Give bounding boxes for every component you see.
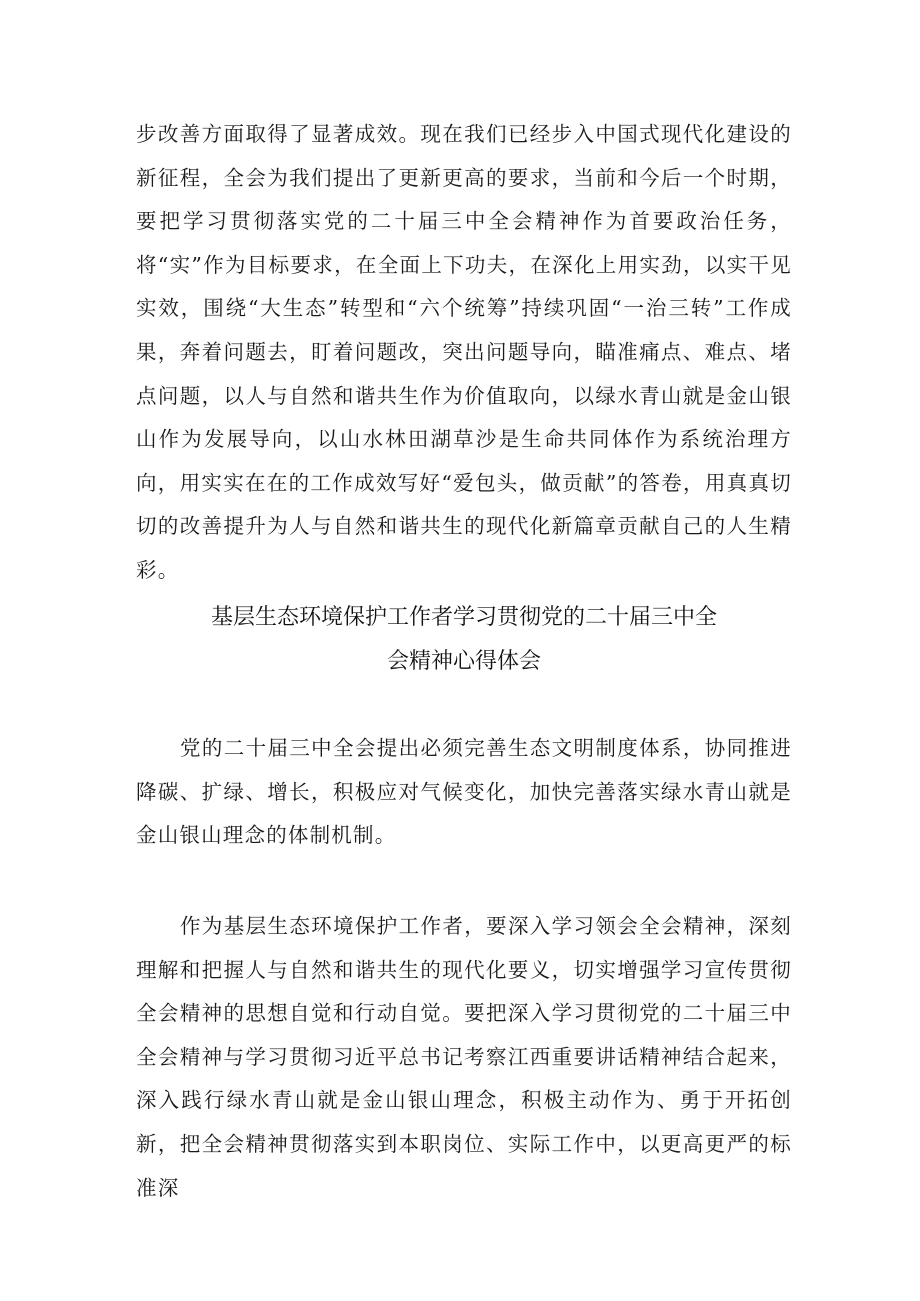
body-paragraph-intro: 党的二十届三中全会提出必须完善生态文明制度体系，协同推进降碳、扩绿、增长，积极应对气候变化，加快完善落实绿水青山就是金山银山理念的体制机制。 bbox=[136, 736, 792, 848]
body-paragraph-main: 作为基层生态环境保护工作者，要深入学习领会全会精神，深刻理解和把握人与自然和谐共生的现代化要义，切实增强学习宣传贯彻全会精神的思想自觉和行动自觉。要把深入学习贯彻党的二十届三中全会精神与学习贯彻习近平总书记考察江西重要讲话精神结合起来，深入践行绿水青山就是金山银山理念，积极主动作为、勇于开拓创新，把全会精神贯彻落实到本职岗位、实际工作中，以更高更严的标准深 bbox=[136, 914, 792, 1200]
section-title-line-2: 会精神心得体会 bbox=[386, 649, 541, 674]
body-paragraph-continued: 步改善方面取得了显著成效。现在我们已经步入中国式现代化建设的新征程，全会为我们提出了更新更高的要求，当前和今后一个时期，要把学习贯彻落实党的二十届三中全会精神作为首要政治任务，将“实”作为目标要求，在全面上下功夫，在深化上用实劲，以实干见实效，围绕“大生态”转型和“六个统筹”持续巩固“一治三转”工作成果，奔着问题去，盯着问题改，突出问题导向，瞄准痛点、难点、堵点问题，以人与自然和谐共生作为价值取向，以绿水青山就是金山银山作为发展导向，以山水林田湖草沙是生命共同体作为系统治理方向，用实实在在的工作成效写好“爱包头，做贡献”的答卷，用真真切切的改善提升为人与自然和谐共生的现代化新篇章贡献自己的人生精彩。 bbox=[136, 122, 792, 582]
section-title-line-1: 基层生态环境保护工作者学习贯彻党的二十届三中全 bbox=[210, 605, 717, 630]
